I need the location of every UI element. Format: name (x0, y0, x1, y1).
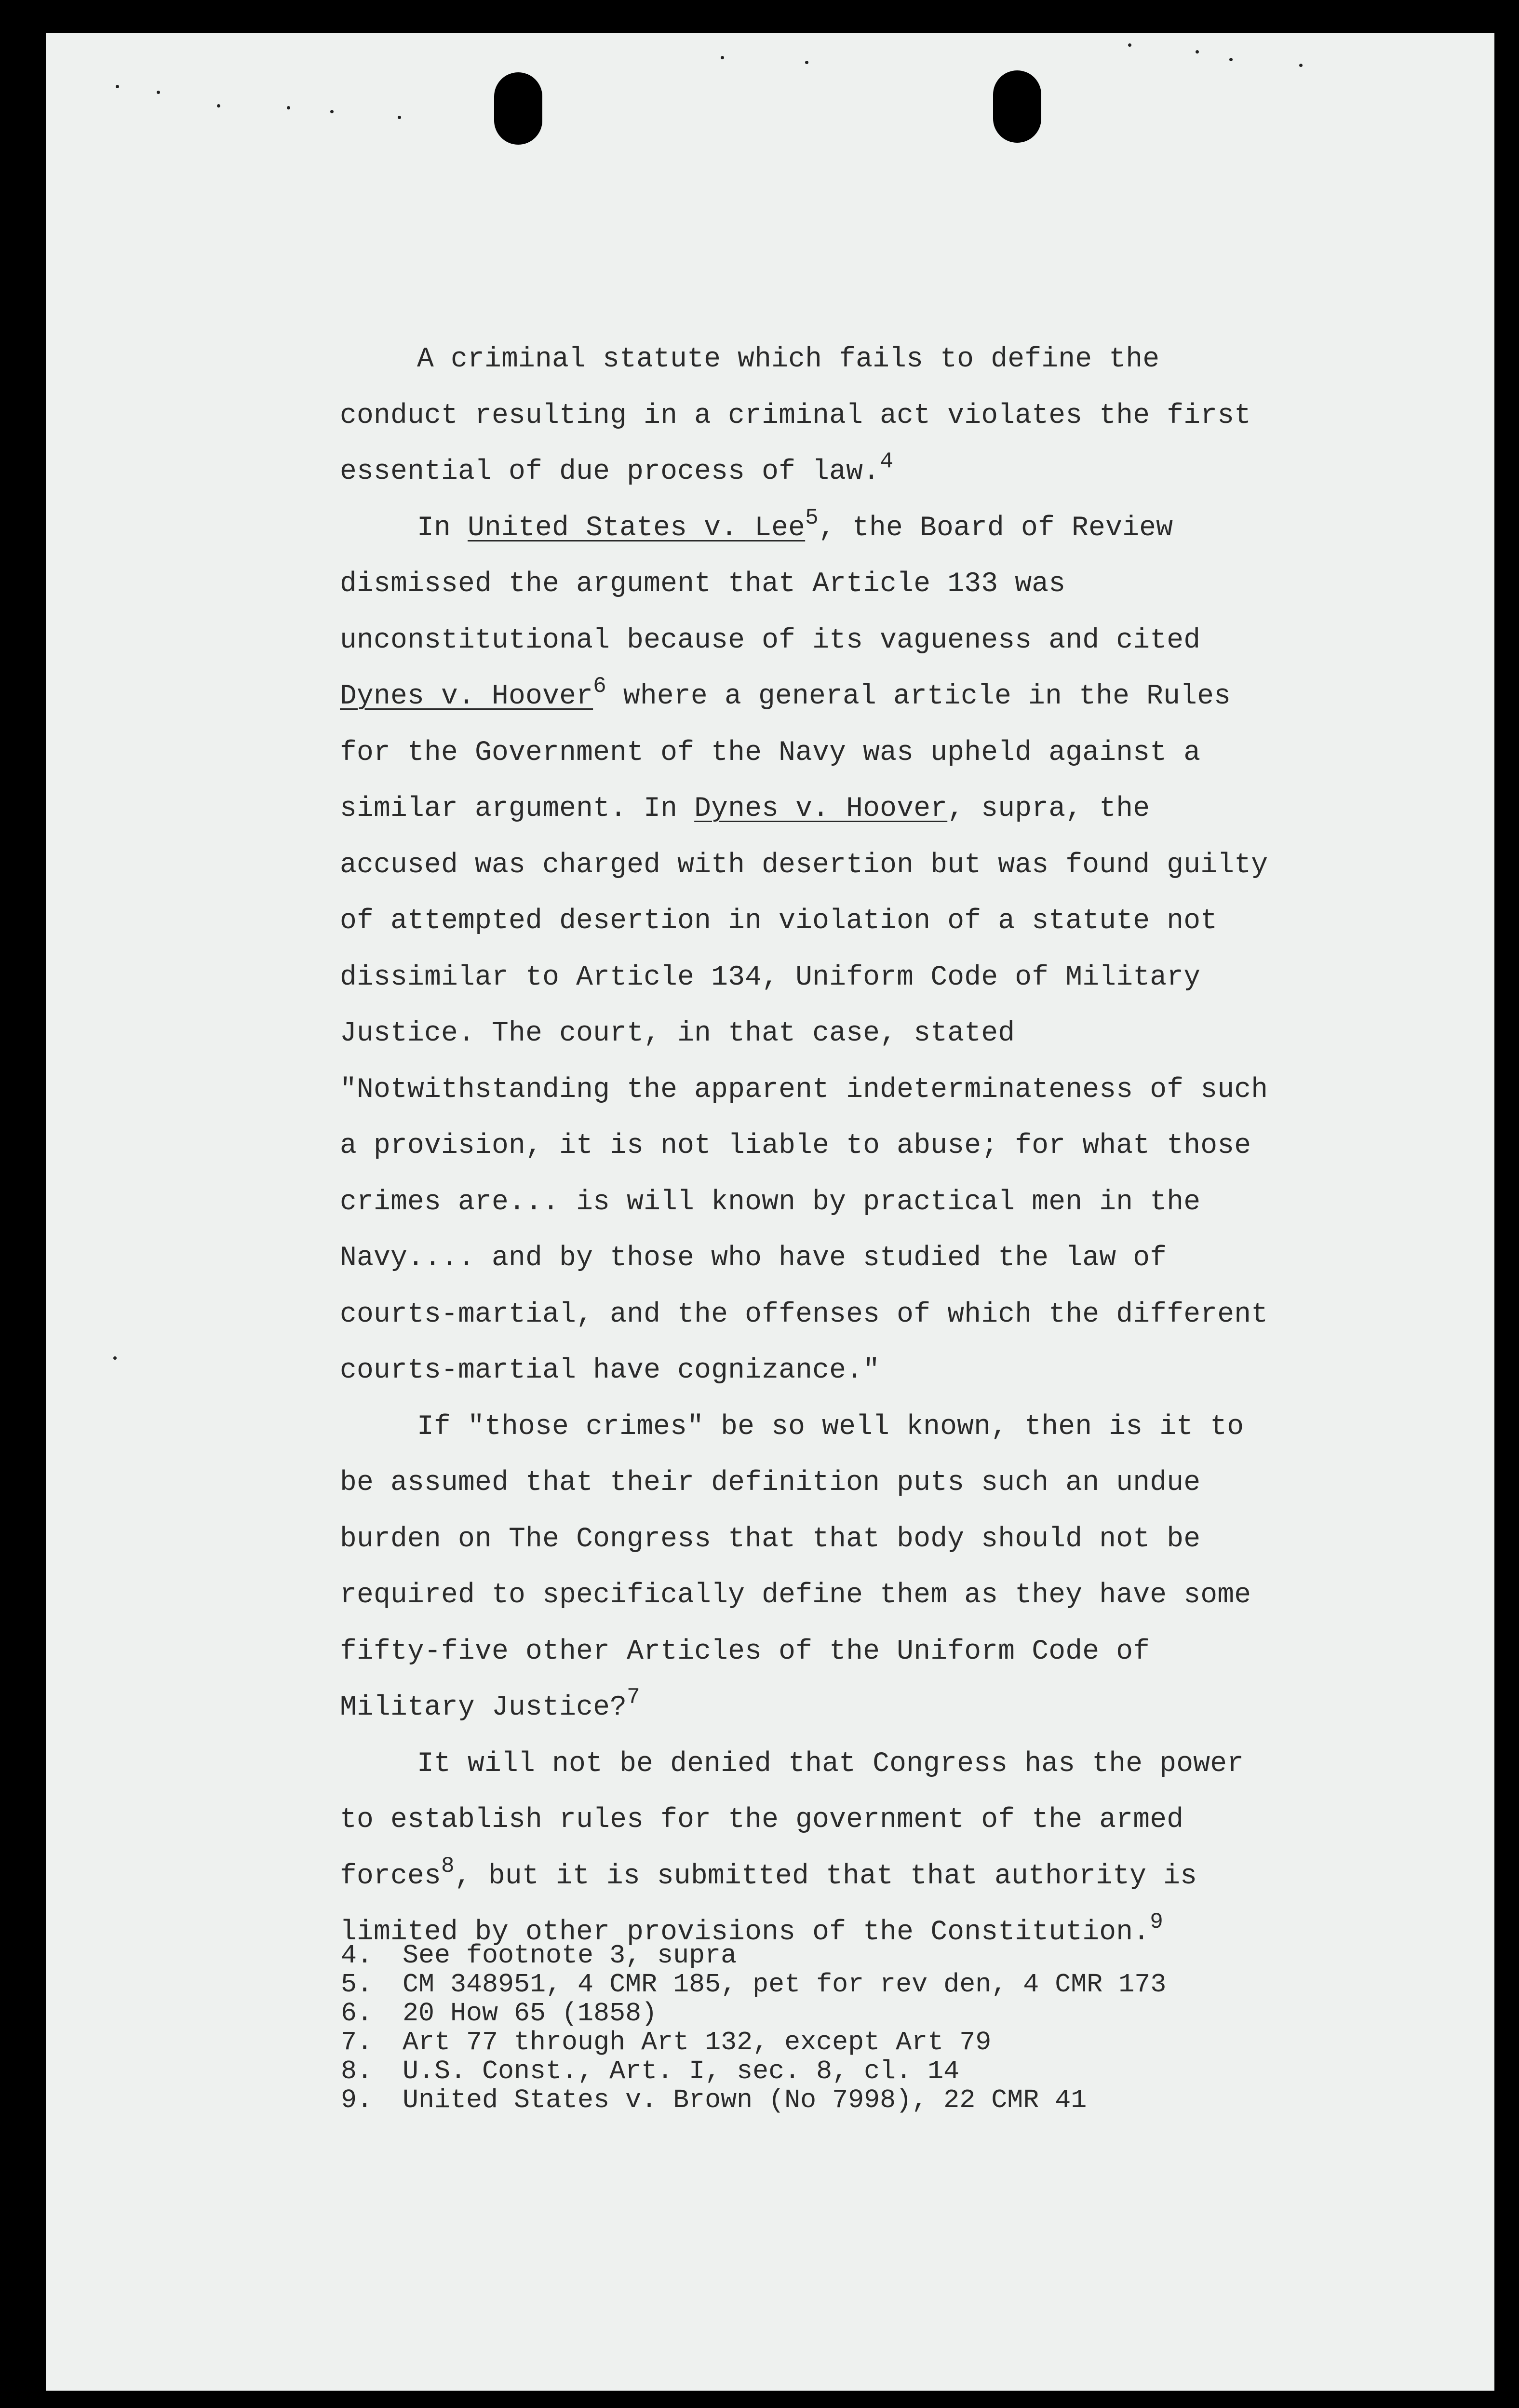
paragraph-1 (340, 332, 1285, 501)
paragraph-3-text: If "those crimes" be so well known, then is it to be assumed that their definition puts such an undue burden on The Congress that that body should not be required to specifically define them as they have some fifty-five other Articles of the Uniform Code of Military Justice? (340, 1411, 1251, 1723)
footnote-number: 8. (341, 2056, 373, 2086)
paragraph-2-text-d: , supra, the accused was charged with desertion but was found guilty of attempted desertion in violation of a statute not dissimilar to Article 134, Uniform Code of Military Justice. The court, in that case, stated "Notwithstanding the apparent indeterminateness of such a provision, it is not liable to abuse; for what those crimes are... is will known by practical men in the Navy.... and by those who have studied the law of courts-martial, and the offenses of which the different courts-martial have cognizance." (340, 793, 1268, 1386)
paragraph-4-text-a: It will not be denied that Congress has the power to establish rules for the government of the armed forces (340, 1748, 1244, 1892)
footnote-9 (341, 2086, 1257, 2115)
footnotes (341, 1941, 1257, 2115)
paragraph-1-text: A criminal statute which fails to define the conduct resulting in a criminal act violates the first essential of due process of law. (340, 344, 1251, 487)
punch-hole-left (494, 72, 542, 145)
footnote-6 (341, 1999, 1257, 2028)
footnote-number: 9. (341, 2085, 373, 2115)
footnote-text: Art 77 through Art 132, except Art 79 (403, 2027, 992, 2057)
paragraph-2 (340, 501, 1285, 1399)
footnote-text: CM 348951, 4 CMR 185, pet for rev den, 4 CMR 173 (403, 1969, 1167, 2000)
footnote-ref-4: 4 (880, 449, 893, 474)
paragraph-2-text-a: In (417, 512, 468, 544)
footnote-ref-7: 7 (627, 1685, 640, 1710)
footnote-text: United States v. Brown (No 7998), 22 CMR 41 (403, 2085, 1087, 2115)
footnote-ref-9: 9 (1150, 1909, 1164, 1935)
footnote-text: 20 How 65 (1858) (403, 1998, 658, 2029)
case-citation-united-states-v-lee: United States v. Lee (468, 512, 806, 544)
case-citation-dynes-v-hoover: Dynes v. Hoover (340, 681, 593, 712)
footnote-ref-6: 6 (593, 674, 606, 699)
paragraph-3 (340, 1399, 1285, 1736)
footnote-8 (341, 2057, 1257, 2086)
footnote-5 (341, 1970, 1257, 1999)
paragraph-2-text-b: , the Board of Review dismissed the argument that Article 133 was unconstitutional because of its vagueness and cited (340, 512, 1201, 656)
footnote-number: 6. (341, 1998, 373, 2029)
body-text (340, 332, 1285, 1961)
case-citation-dynes-v-hoover-2: Dynes v. Hoover (694, 793, 948, 825)
paragraph-4 (340, 1736, 1285, 1961)
paragraph-4-text-b: , but it is submitted that that authority is limited by other provisions of the Constitution. (340, 1860, 1197, 1948)
footnote-4 (341, 1941, 1257, 1970)
footnote-ref-8: 8 (441, 1853, 455, 1879)
footnote-number: 4. (341, 1940, 373, 1971)
footnote-text: U.S. Const., Art. I, sec. 8, cl. 14 (403, 2056, 960, 2086)
footnote-number: 5. (341, 1969, 373, 2000)
footnote-text: See footnote 3, supra (403, 1940, 737, 1971)
footnote-7 (341, 2028, 1257, 2057)
footnote-ref-5: 5 (805, 505, 819, 530)
footnote-number: 7. (341, 2027, 373, 2057)
paragraph-2-text-c: where a general article in the Rules for the Government of the Navy was upheld against a similar argument. In (340, 681, 1231, 825)
punch-hole-right (993, 70, 1041, 143)
document-page (46, 33, 1494, 2391)
